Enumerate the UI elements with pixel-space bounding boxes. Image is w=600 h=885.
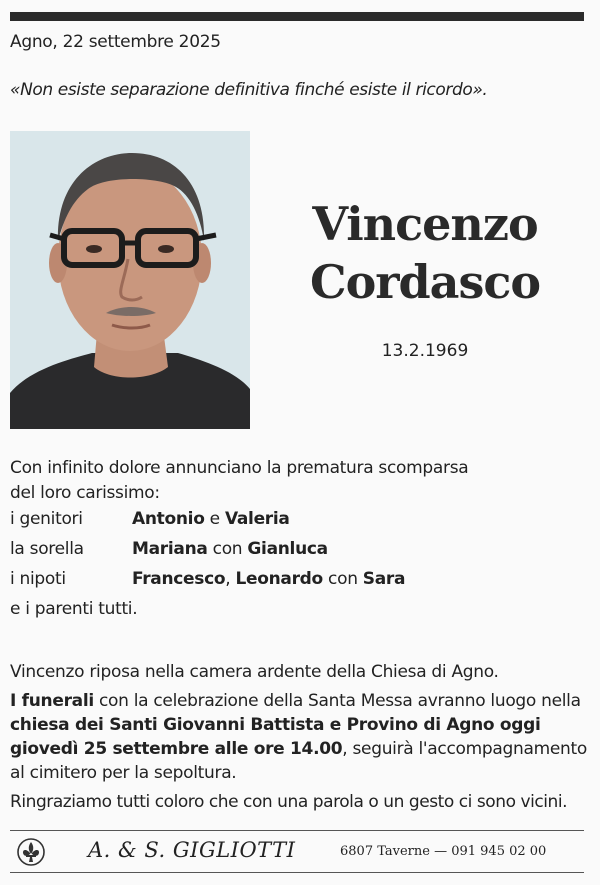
family-row — [10, 569, 570, 599]
top-rule — [10, 12, 584, 21]
last-name: Cordasco — [309, 255, 541, 309]
first-name: Vincenzo — [312, 197, 538, 251]
place-date: Agno, 22 settembre 2025 — [10, 32, 221, 52]
relatives-line: e i parenti tutti. — [10, 599, 138, 619]
fleur-de-lis-icon — [16, 837, 46, 867]
family-row — [10, 539, 570, 569]
family-list — [10, 509, 570, 629]
family-relation: i nipoti — [10, 569, 66, 589]
funeral-notice: I funerali con la celebrazione della Santa Messa avranno luogo nella chiesa dei Santi Giovanni Battista e Provino di Agno oggi giovedì 25 settembre alle ore 14.00, seguirà l'accompagnamento al cimitero per la sepoltura. — [10, 691, 587, 783]
deceased-name — [290, 195, 560, 311]
memorial-quote: «Non esiste separazione definitiva finché esiste il ricordo». — [10, 80, 488, 100]
funeral-agency-contact: 6807 Taverne — 091 945 02 00 — [340, 844, 547, 859]
family-names: Francesco, Leonardo con Sara — [132, 569, 406, 589]
family-names: Mariana con Gianluca — [132, 539, 328, 559]
announcement-intro: Con infinito dolore annunciano la prematura scomparsa del loro carissimo: — [10, 458, 469, 503]
family-relation: i genitori — [10, 509, 83, 529]
family-names: Antonio e Valeria — [132, 509, 290, 529]
chapel-notice: Vincenzo riposa nella camera ardente della Chiesa di Agno. — [10, 662, 499, 682]
portrait-photo — [10, 131, 250, 429]
footer-bottom-rule — [10, 872, 584, 873]
family-relation: la sorella — [10, 539, 84, 559]
footer-top-rule — [10, 830, 584, 831]
family-row — [10, 509, 570, 539]
funeral-agency-name: A. & S. GIGLIOTTI — [88, 838, 296, 862]
thanks-notice: Ringraziamo tutti coloro che con una parola o un gesto ci sono vicini. — [10, 792, 568, 812]
birth-date: 13.2.1969 — [381, 341, 469, 361]
